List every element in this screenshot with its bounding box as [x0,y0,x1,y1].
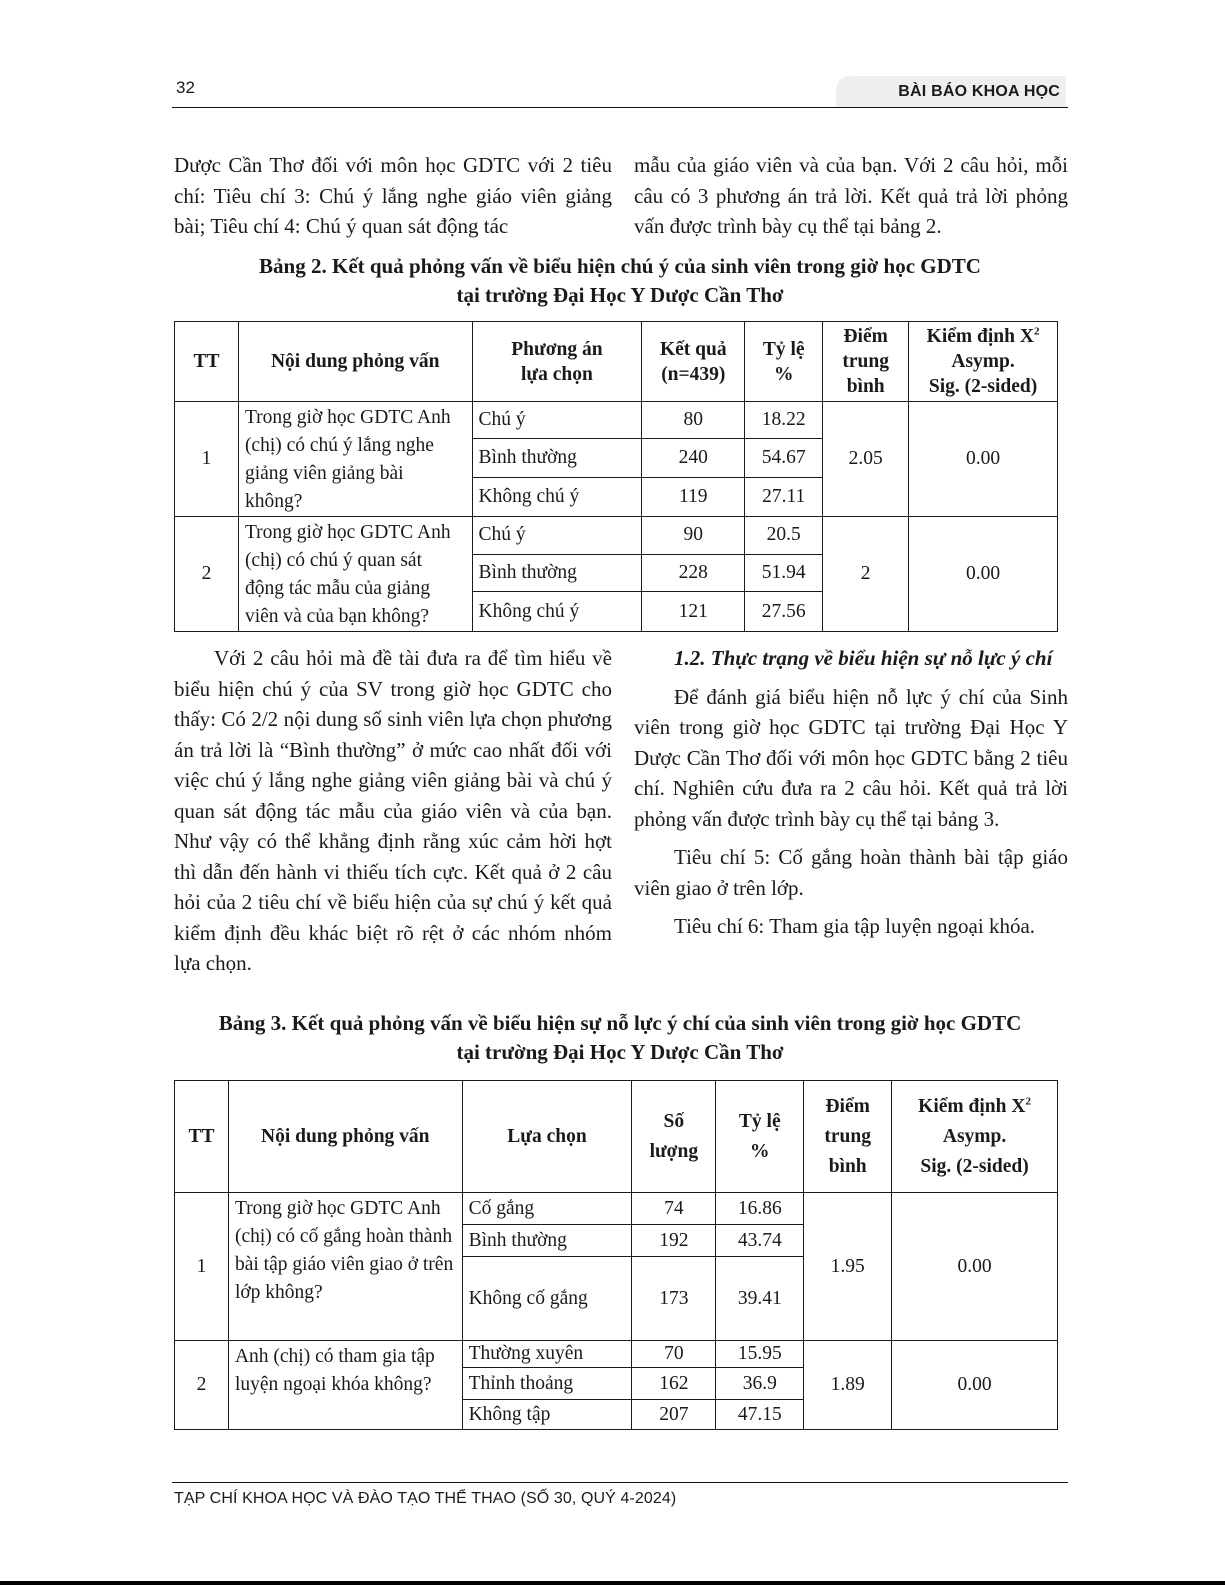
intro-right-text: mẫu của giáo viên và của bạn. Với 2 câu hỏi, mỗi câu có 3 phương án trả lời. Kết quả trả lời phỏng vấn được trình bày cụ thể tại bảng 2. [634,153,1068,238]
header-line: bình [846,376,885,397]
table3-header-rate [716,1081,804,1193]
header-text: Kiểm định X [926,326,1034,347]
option-cell: Thỉnh thoảng [462,1368,632,1400]
table2-caption [172,252,1068,310]
count-cell: 70 [632,1341,716,1368]
option-cell: Chú ý [472,517,642,555]
tt-cell: 2 [175,1341,229,1430]
rate-cell: 54.67 [745,439,823,477]
superscript: 2 [1025,1095,1031,1107]
table2-header-row [175,322,1058,402]
rate-cell: 51.94 [745,554,823,592]
superscript: 2 [1033,325,1040,338]
header-line: Tỷ lệ [762,338,805,360]
criterion-5: Tiêu chí 5: Cố gắng hoàn thành bài tập giáo viên giao ở trên lớp. [634,845,1068,900]
table3-header-option: Lựa chọn [462,1081,632,1193]
table-row [175,517,1058,555]
question-cell: Trong giờ học GDTC Anh (chị) có cố gắng hoàn thành bài tập giáo viên giao ở trên lớp không? [228,1193,462,1341]
question-cell: Trong giờ học GDTC Anh (chị) có chú ý lắng nghe giảng viên giảng bài không? [238,402,472,517]
count-cell: 240 [642,439,745,477]
header-line: Sig. (2-sided) [920,1155,1029,1177]
sig-cell: 0.00 [909,517,1058,632]
mean-cell: 1.89 [804,1341,892,1430]
question-cell: Trong giờ học GDTC Anh (chị) có chú ý quan sát động tác mẫu của giảng viên và của bạn không? [238,517,472,632]
tt-cell: 1 [175,402,239,517]
header-line [915,324,1051,349]
table-row [175,1193,1058,1225]
header-line: (n=439) [661,363,726,385]
section-title: 1.2. Thực trạng về biểu hiện sự nỗ lực ý chí [674,646,1053,670]
rate-cell: 36.9 [716,1368,804,1400]
table2-header-rate [745,322,823,402]
table2-header-option [472,322,642,402]
header-line: Kết quả [659,338,727,360]
option-cell: Không chú ý [472,592,642,632]
table3-header-count [632,1081,716,1193]
count-cell: 207 [632,1400,716,1430]
rate-cell: 15.95 [716,1341,804,1368]
table2-header-content: Nội dung phỏng vấn [238,322,472,402]
page-number: 32 [176,78,195,97]
rate-cell: 16.86 [716,1193,804,1225]
option-cell: Không cố gắng [462,1257,632,1341]
table3-caption-line1: Bảng 3. Kết quả phỏng vấn về biểu hiện sự nỗ lực ý chí của sinh viên trong giờ học GDTC [218,1011,1022,1035]
count-cell: 173 [632,1257,716,1341]
mean-cell: 2 [823,517,909,632]
header-line: Sig. (2-sided) [928,376,1038,397]
intro-right-column [634,150,1068,242]
intro-left-column [174,150,612,242]
count-cell: 90 [642,517,745,555]
header-text: Kiểm định X [918,1095,1026,1117]
header-line: Tỷ lệ [738,1110,781,1132]
rate-cell: 20.5 [745,517,823,555]
header-line: lựa chọn [521,363,593,385]
intro-left-text: Dược Cần Thơ đối với môn học GDTC với 2 tiêu chí: Tiêu chí 3: Chú ý lắng nghe giáo viên giảng bài; Tiêu chí 4: Chú ý quan sát động tác [174,153,612,238]
discussion-left-paragraph: Với 2 câu hỏi mà đề tài đưa ra để tìm hiểu về biểu hiện chú ý của SV trong giờ học GDTC cho thấy: Có 2/2 nội dung số sinh viên lựa chọn phương án trả lời là “Bình thường” ở mức cao nhất đối với việc chú ý lắng nghe giảng viên giảng bài và chú ý quan sát động tác mẫu của giáo viên và của bạn. Như vậy có thể khẳng định rằng xúc cảm hời hợt thì dẫn đến hành vi thiếu tích cực. Kết quả ở 2 câu hỏi của 2 tiêu chí về biểu hiện của sự chú ý kết quả kiểm định đều khác biệt rõ rệt ở các nhóm nhóm lựa chọn. [174,646,612,975]
table3-header-content: Nội dung phỏng vấn [228,1081,462,1193]
count-cell: 121 [642,592,745,632]
option-cell: Thường xuyên [462,1341,632,1368]
option-cell: Bình thường [462,1225,632,1257]
table2-caption-line2: tại trường Đại Học Y Dược Cần Thơ [456,283,784,307]
header-line: trung [824,1125,871,1147]
footer-divider [172,1482,1068,1483]
option-cell: Cố gắng [462,1193,632,1225]
sig-cell: 0.00 [909,402,1058,517]
page-edge [0,1581,1225,1585]
header-line: Số [663,1110,685,1132]
tt-cell: 2 [175,517,239,632]
header-line: % [750,1140,770,1162]
count-cell: 80 [642,402,745,439]
count-cell: 162 [632,1368,716,1400]
discussion-right-column [634,643,1068,942]
table3 [174,1080,1058,1430]
table2-header-mean [823,322,909,402]
mean-cell: 1.95 [804,1193,892,1341]
header-line: % [773,363,794,385]
table3-caption-line2: tại trường Đại Học Y Dược Cần Thơ [456,1040,784,1064]
sig-cell: 0.00 [892,1341,1058,1430]
mean-cell: 2.05 [823,402,909,517]
journal-footer: TẠP CHÍ KHOA HỌC VÀ ĐÀO TẠO THỂ THAO (SỐ 30, QUÝ 4-2024) [174,1490,677,1507]
table3-header-mean [804,1081,892,1193]
header-line: Asymp. [942,1125,1007,1147]
option-cell: Không tập [462,1400,632,1430]
table2 [174,321,1058,632]
rate-cell: 39.41 [716,1257,804,1341]
table2-header-result [642,322,745,402]
header-line: Phương án [511,338,603,360]
option-cell: Chú ý [472,402,642,439]
option-cell: Bình thường [472,554,642,592]
header-line: trung [842,351,889,372]
rate-cell: 47.15 [716,1400,804,1430]
table3-caption [172,1009,1068,1067]
rate-cell: 27.11 [745,477,823,516]
table2-header-tt: TT [175,322,239,402]
section-badge: BÀI BÁO KHOA HỌC [836,76,1066,107]
criterion-6: Tiêu chí 6: Tham gia tập luyện ngoại khóa. [674,914,1036,938]
header-line: bình [828,1155,867,1177]
count-cell: 74 [632,1193,716,1225]
table-row [175,1341,1058,1368]
discussion-left-column [174,643,612,979]
header-line [898,1092,1051,1122]
count-cell: 192 [632,1225,716,1257]
table3-header-row [175,1081,1058,1193]
tt-cell: 1 [175,1193,229,1341]
count-cell: 119 [642,477,745,516]
rate-cell: 18.22 [745,402,823,439]
rate-cell: 43.74 [716,1225,804,1257]
sig-cell: 0.00 [892,1193,1058,1341]
table3-header-tt: TT [175,1081,229,1193]
header-divider [172,107,1068,108]
table2-header-chi-square [909,322,1058,402]
header-line: lượng [649,1140,699,1162]
header-line: Điểm [825,1095,870,1117]
option-cell: Không chú ý [472,477,642,516]
discussion-right-paragraph: Để đánh giá biểu hiện nỗ lực ý chí của Sinh viên trong giờ học GDTC tại trường Đại Học Y Dược Cần Thơ đối với môn học GDTC bằng 2 tiêu chí. Nghiên cứu đưa ra 2 câu hỏi. Kết quả trả lời phỏng vấn được trình bày cụ thể tại bảng 3. [634,684,1068,831]
header-line: Điểm [843,326,888,347]
count-cell: 228 [642,554,745,592]
table-row [175,402,1058,439]
header-line: Asymp. [951,351,1015,372]
question-cell: Anh (chị) có tham gia tập luyện ngoại khóa không? [228,1341,462,1430]
table2-caption-line1: Bảng 2. Kết quả phỏng vấn về biểu hiện chú ý của sinh viên trong giờ học GDTC [259,254,981,278]
table3-header-chi-square [892,1081,1058,1193]
option-cell: Bình thường [472,439,642,477]
rate-cell: 27.56 [745,592,823,632]
